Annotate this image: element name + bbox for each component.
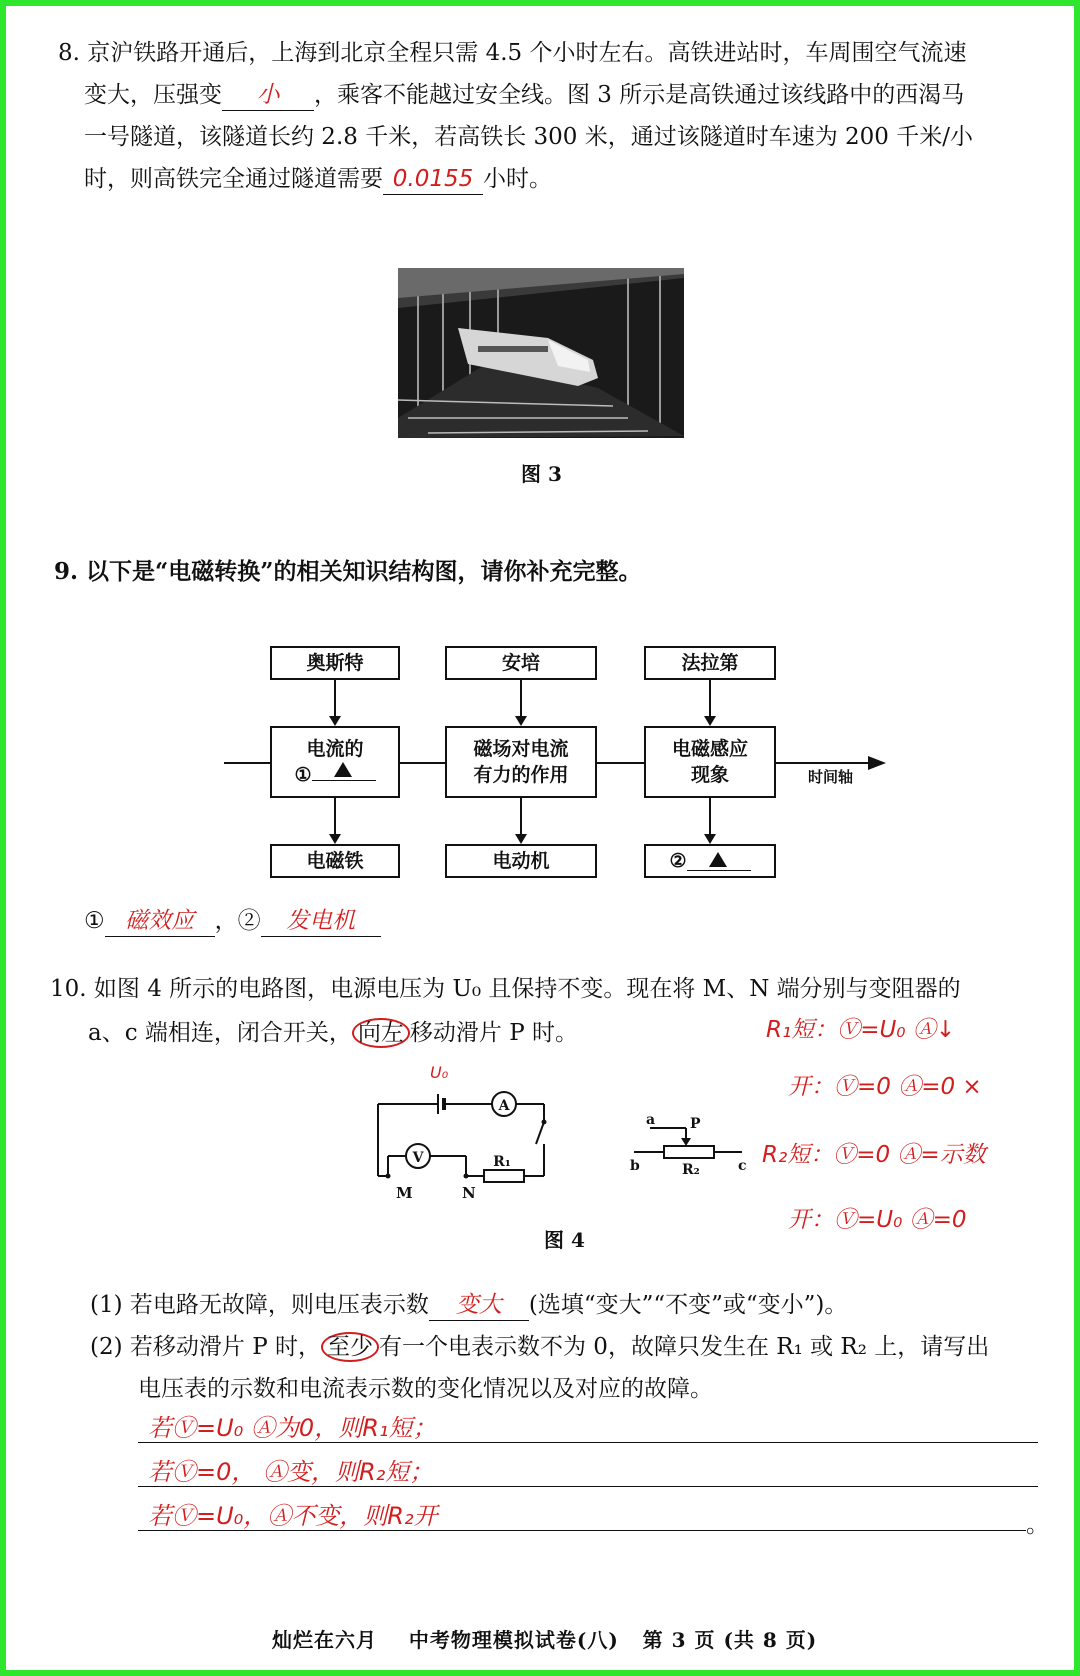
rheostat-p: P [690,1116,701,1132]
q8-line4-pre: 时，则高铁完全通过隧道需要 [84,166,383,192]
q10-line2: a、c 端相连，闭合开关， 向左 移动滑片 P 时。 [88,1020,579,1046]
q9-answer1: 磁效应 [105,906,215,937]
q8-line2 [84,74,964,116]
margin-note-3: R₂短：Ⓥ=0 Ⓐ=示数 [762,1142,986,1168]
q10-sub1: (1) 若电路无故障，则电压表示数 变大 (选填“变大”“不变”或“变小”)。 [90,1284,847,1326]
q8-line1: 8. 京沪铁路开通后，上海到北京全程只需 4.5 个小时左右。高铁进站时，车周围空气流速 [58,40,967,66]
rheostat-r2: R₂ [682,1162,700,1178]
box-current-effect-blank: ① [294,762,375,788]
box-motor: 电动机 [445,844,597,878]
q9-stem: 9. 以下是“电磁转换”的相关知识结构图，请你补充完整。 [54,558,642,585]
voltmeter-symbol: V [412,1150,424,1166]
box-ampere: 安培 [445,646,597,680]
circuit-diagram [366,1056,566,1206]
answer-line-1: 若Ⓥ=U₀ Ⓐ为0，则R₁短； [148,1414,437,1442]
figure4-caption: 图 4 [544,1228,585,1252]
box-faraday: 法拉第 [644,646,776,680]
box-blank2: ② [644,844,776,878]
box-force-on-current: 磁场对电流 有力的作用 [445,726,597,798]
terminal-n: N [462,1184,476,1202]
q8-line4-post: 小时。 [483,166,552,192]
circled-direction: 向左 [352,1018,410,1048]
q8-blank2-answer: 0.0155 [383,164,483,195]
q8-line3: 一号隧道，该隧道长约 2.8 千米，若高铁长 300 米，通过该隧道时车速为 200 千米/小 [84,124,973,150]
q10-line1: 10. 如图 4 所示的电路图，电源电压为 U₀ 且保持不变。现在将 M、N 端分别与变阻器的 [50,976,961,1002]
answer-line-2: 若Ⓥ=0， Ⓐ变，则R₂短； [148,1458,434,1486]
q8-line2-post: ，乘客不能越过安全线。图 3 所示是高铁通过该线路中的西渴马 [314,82,965,108]
q10-sub2-line1: (2) 若移动滑片 P 时， 至少 有一个电表示数不为 0，故障只发生在 R₁ 或 R₂ 上，请写出 [90,1334,990,1360]
page-footer: 灿烂在六月 中考物理模拟试卷(八) 第 3 页 (共 8 页) [272,1628,818,1652]
box-current-effect-line1: 电流的 [306,738,364,760]
box-oersted: 奥斯特 [270,646,400,680]
time-axis-arrowhead [868,756,886,770]
blank2-marker [709,852,727,867]
rheostat-diagram [628,1110,748,1180]
circuit-u0-label: U₀ [430,1063,449,1082]
q8-line4 [84,158,552,200]
figure3-caption: 图 3 [521,462,562,486]
answer-end-mark: 。 [1026,1512,1049,1538]
q10-sub1-answer: 变大 [429,1290,529,1321]
margin-note-2: 开：Ⓥ=0 Ⓐ=0 × [788,1074,982,1100]
terminal-m: M [396,1184,413,1202]
blank1-marker [334,762,352,777]
ammeter-symbol: A [498,1098,510,1114]
rheostat-c: c [738,1158,747,1174]
box-current-effect [270,726,400,798]
q8-line2-pre: 变大，压强变 [84,82,222,108]
circled-at-least: 至少 [321,1332,379,1362]
q9-answers: ① 磁效应 ，② 发电机 [84,900,381,942]
box-em-induction: 电磁感应 现象 [644,726,776,798]
time-axis-label: 时间轴 [808,768,854,786]
r1-label: R₁ [493,1154,511,1170]
margin-note-1: R₁短：Ⓥ=U₀ Ⓐ↓ [766,1017,956,1043]
q8-blank1-answer: 小 [222,80,314,111]
diagram-arrows [6,6,7,7]
rheostat-b: b [630,1158,640,1174]
answer-line-3: 若Ⓥ=U₀，Ⓐ不变，则R₂开 [148,1502,438,1530]
box-electromagnet: 电磁铁 [270,844,400,878]
rheostat-a: a [646,1112,656,1128]
margin-note-4: 开：Ⓥ=U₀ Ⓐ=0 [788,1207,967,1233]
q9-answer2: 发电机 [261,906,381,937]
train-photo [398,268,684,438]
q10-sub2-line2: 电压表的示数和电流表示数的变化情况以及对应的故障。 [138,1376,713,1402]
